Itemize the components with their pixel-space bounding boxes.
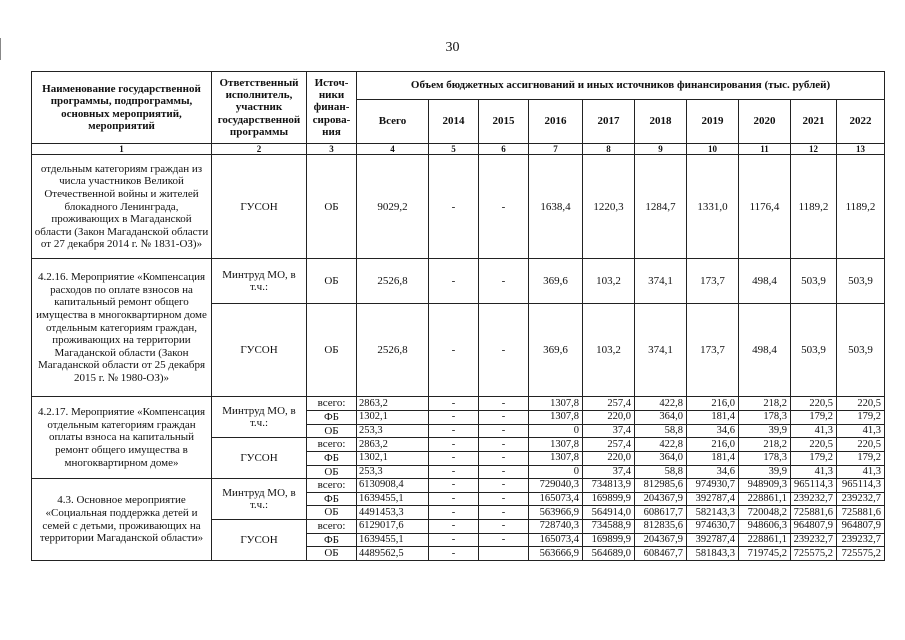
value-cell: 181,4 [687, 410, 739, 424]
header-year: 2022 [837, 100, 885, 144]
value-cell: - [429, 410, 479, 424]
value-cell: - [429, 424, 479, 438]
value-cell: 169899,9 [583, 492, 635, 506]
column-number-row [32, 144, 885, 155]
column-number: 12 [791, 144, 837, 155]
value-cell: 1302,1 [357, 451, 429, 465]
executor-cell: Минтруд МО, в т.ч.: [212, 479, 307, 520]
value-cell: 41,3 [837, 424, 885, 438]
value-cell: - [479, 451, 529, 465]
value-cell: 6129017,6 [357, 520, 429, 534]
source-cell: ОБ [307, 304, 357, 397]
value-cell: 563666,9 [529, 547, 583, 561]
value-cell: - [479, 492, 529, 506]
item-name: 4.2.17. Мероприятие «Компенсация отдельным категориям граждан оплаты взноса на капитальный ремонт общего имущества в многоквартирном доме» [32, 397, 212, 479]
value-cell: 608617,7 [635, 506, 687, 520]
value-cell: 812985,6 [635, 479, 687, 493]
value-cell: 257,4 [583, 397, 635, 411]
value-cell: 0 [529, 465, 583, 479]
value-cell: 216,0 [687, 438, 739, 452]
value-cell: - [429, 304, 479, 397]
value-cell: 239232,7 [837, 533, 885, 547]
item-name: отдельным категориям граждан из числа участников Великой Отечественной войны и жителей блокадного Ленинграда, проживающих в Магаданской области (Закон Магаданской области от 27 декабря 2014 г. № 1831-ОЗ)» [32, 155, 212, 259]
header-year: 2021 [791, 100, 837, 144]
item-name: 4.3. Основное мероприятие «Социальная поддержка детей и семей с детьми, проживающих на территории Магаданской области» [32, 479, 212, 561]
value-cell: 1307,8 [529, 451, 583, 465]
column-number: 10 [687, 144, 739, 155]
value-cell: 719745,2 [739, 547, 791, 561]
value-cell: 204367,9 [635, 533, 687, 547]
value-cell: 178,3 [739, 410, 791, 424]
source-cell: ОБ [307, 155, 357, 259]
value-cell: - [479, 424, 529, 438]
value-cell: 2863,2 [357, 438, 429, 452]
value-cell: 725575,2 [791, 547, 837, 561]
value-cell: 608467,7 [635, 547, 687, 561]
value-cell: - [429, 533, 479, 547]
executor-cell: ГУСОН [212, 520, 307, 561]
value-cell: 253,3 [357, 424, 429, 438]
header-funding: Объем бюджетных ассигнований и иных источников финансирования (тыс. рублей) [357, 72, 885, 100]
header-name: Наименование государственной программы, подпрограммы, основных мероприятий, мероприятий [32, 72, 212, 144]
value-cell: 720048,2 [739, 506, 791, 520]
value-cell: 1189,2 [791, 155, 837, 259]
column-number: 3 [307, 144, 357, 155]
value-cell [479, 547, 529, 561]
value-cell: - [429, 259, 479, 304]
value-cell: 34,6 [687, 465, 739, 479]
value-cell: 974630,7 [687, 520, 739, 534]
source-cell: всего: [307, 479, 357, 493]
value-cell: 239232,7 [791, 533, 837, 547]
value-cell: 41,3 [791, 424, 837, 438]
column-number: 6 [479, 144, 529, 155]
value-cell: 9029,2 [357, 155, 429, 259]
value-cell: 220,5 [791, 397, 837, 411]
value-cell: 173,7 [687, 259, 739, 304]
header-year: Всего [357, 100, 429, 144]
value-cell: 582143,3 [687, 506, 739, 520]
value-cell: - [479, 520, 529, 534]
value-cell: 218,2 [739, 438, 791, 452]
value-cell: 204367,9 [635, 492, 687, 506]
value-cell: 734813,9 [583, 479, 635, 493]
value-cell: - [479, 155, 529, 259]
value-cell: 564689,0 [583, 547, 635, 561]
value-cell: 34,6 [687, 424, 739, 438]
value-cell: 564914,0 [583, 506, 635, 520]
column-number: 7 [529, 144, 583, 155]
value-cell: 179,2 [791, 451, 837, 465]
value-cell: 422,8 [635, 438, 687, 452]
column-number: 4 [357, 144, 429, 155]
value-cell: - [479, 506, 529, 520]
value-cell: 165073,4 [529, 533, 583, 547]
value-cell: 503,9 [791, 304, 837, 397]
value-cell: - [429, 492, 479, 506]
value-cell: 179,2 [837, 451, 885, 465]
source-cell: всего: [307, 438, 357, 452]
value-cell: 239232,7 [837, 492, 885, 506]
value-cell: - [429, 438, 479, 452]
value-cell: 2526,8 [357, 259, 429, 304]
source-cell: ОБ [307, 465, 357, 479]
budget-table [31, 71, 885, 561]
value-cell: 374,1 [635, 259, 687, 304]
value-cell: 216,0 [687, 397, 739, 411]
value-cell: 4491453,3 [357, 506, 429, 520]
value-cell: 364,0 [635, 451, 687, 465]
value-cell: 1189,2 [837, 155, 885, 259]
value-cell: - [479, 304, 529, 397]
value-cell: 422,8 [635, 397, 687, 411]
value-cell: 2526,8 [357, 304, 429, 397]
value-cell: 58,8 [635, 424, 687, 438]
value-cell: 37,4 [583, 424, 635, 438]
value-cell: 503,9 [837, 304, 885, 397]
value-cell: 41,3 [791, 465, 837, 479]
value-cell: - [479, 410, 529, 424]
page-number: 30 [445, 40, 460, 55]
column-number: 1 [32, 144, 212, 155]
source-cell: всего: [307, 520, 357, 534]
source-cell: всего: [307, 397, 357, 411]
value-cell: - [429, 397, 479, 411]
value-cell: 948909,3 [739, 479, 791, 493]
value-cell: - [429, 155, 479, 259]
header-executor: Ответственный исполнитель, участник государственной программы [212, 72, 307, 144]
value-cell: 181,4 [687, 451, 739, 465]
value-cell: 369,6 [529, 304, 583, 397]
header-year: 2018 [635, 100, 687, 144]
value-cell: 1331,0 [687, 155, 739, 259]
value-cell: 563966,9 [529, 506, 583, 520]
value-cell: 220,5 [791, 438, 837, 452]
value-cell: 725881,6 [791, 506, 837, 520]
header-year: 2016 [529, 100, 583, 144]
value-cell: 725575,2 [837, 547, 885, 561]
value-cell: 4489562,5 [357, 547, 429, 561]
value-cell: 103,2 [583, 259, 635, 304]
source-cell: ОБ [307, 506, 357, 520]
value-cell: 178,3 [739, 451, 791, 465]
value-cell: 948606,3 [739, 520, 791, 534]
value-cell: 498,4 [739, 259, 791, 304]
value-cell: 503,9 [791, 259, 837, 304]
header-year: 2019 [687, 100, 739, 144]
value-cell: - [479, 479, 529, 493]
value-cell: - [479, 533, 529, 547]
value-cell: 179,2 [837, 410, 885, 424]
value-cell: 964807,9 [791, 520, 837, 534]
value-cell: 220,0 [583, 410, 635, 424]
value-cell: - [479, 465, 529, 479]
value-cell: 39,9 [739, 465, 791, 479]
value-cell: 965114,3 [791, 479, 837, 493]
value-cell: 228861,1 [739, 533, 791, 547]
executor-cell: ГУСОН [212, 304, 307, 397]
table-row [32, 259, 885, 304]
value-cell: 218,2 [739, 397, 791, 411]
value-cell: 965114,3 [837, 479, 885, 493]
value-cell: 974930,7 [687, 479, 739, 493]
value-cell: 1307,8 [529, 438, 583, 452]
column-number: 2 [212, 144, 307, 155]
source-cell: ФБ [307, 451, 357, 465]
header-year: 2014 [429, 100, 479, 144]
table-row [32, 397, 885, 411]
source-cell: ФБ [307, 533, 357, 547]
value-cell: 1307,8 [529, 397, 583, 411]
value-cell: 1639455,1 [357, 533, 429, 547]
column-number: 11 [739, 144, 791, 155]
value-cell: 169899,9 [583, 533, 635, 547]
value-cell: 165073,4 [529, 492, 583, 506]
value-cell: - [429, 451, 479, 465]
table-row [32, 155, 885, 259]
value-cell: 1302,1 [357, 410, 429, 424]
value-cell: 173,7 [687, 304, 739, 397]
value-cell: 374,1 [635, 304, 687, 397]
value-cell: 2863,2 [357, 397, 429, 411]
column-number: 8 [583, 144, 635, 155]
value-cell: 58,8 [635, 465, 687, 479]
value-cell: - [479, 259, 529, 304]
value-cell: 179,2 [791, 410, 837, 424]
value-cell: 729040,3 [529, 479, 583, 493]
value-cell: 39,9 [739, 424, 791, 438]
header-year: 2017 [583, 100, 635, 144]
value-cell: 725881,6 [837, 506, 885, 520]
value-cell: 1284,7 [635, 155, 687, 259]
column-number: 5 [429, 144, 479, 155]
value-cell: - [429, 547, 479, 561]
header-year: 2015 [479, 100, 529, 144]
value-cell: - [479, 397, 529, 411]
value-cell: 392787,4 [687, 492, 739, 506]
value-cell: 103,2 [583, 304, 635, 397]
value-cell: - [429, 479, 479, 493]
header-year: 2020 [739, 100, 791, 144]
value-cell: 964807,9 [837, 520, 885, 534]
value-cell: - [479, 438, 529, 452]
column-number: 13 [837, 144, 885, 155]
value-cell: 1220,3 [583, 155, 635, 259]
source-cell: ОБ [307, 424, 357, 438]
value-cell: 498,4 [739, 304, 791, 397]
executor-cell: Минтруд МО, в т.ч.: [212, 397, 307, 438]
value-cell: - [429, 465, 479, 479]
value-cell: 1176,4 [739, 155, 791, 259]
value-cell: 6130908,4 [357, 479, 429, 493]
executor-cell: ГУСОН [212, 438, 307, 479]
value-cell: 220,5 [837, 397, 885, 411]
value-cell: 812835,6 [635, 520, 687, 534]
value-cell: 728740,3 [529, 520, 583, 534]
value-cell: 1638,4 [529, 155, 583, 259]
item-name: 4.2.16. Мероприятие «Компенсация расходов по оплате взносов на капитальный ремонт общего имущества в многоквартирном доме отдельным категориям граждан, проживающих на территории Магаданской области (Закон Магаданской области от 25 декабря 2015 г. № 1980-ОЗ)» [32, 259, 212, 397]
value-cell: 369,6 [529, 259, 583, 304]
source-cell: ФБ [307, 410, 357, 424]
executor-cell: Минтруд МО, в т.ч.: [212, 259, 307, 304]
value-cell: 220,5 [837, 438, 885, 452]
value-cell: 239232,7 [791, 492, 837, 506]
value-cell: 392787,4 [687, 533, 739, 547]
source-cell: ОБ [307, 547, 357, 561]
value-cell: 1307,8 [529, 410, 583, 424]
value-cell: 257,4 [583, 438, 635, 452]
value-cell: 228861,1 [739, 492, 791, 506]
value-cell: 581843,3 [687, 547, 739, 561]
source-cell: ФБ [307, 492, 357, 506]
value-cell: 503,9 [837, 259, 885, 304]
value-cell: 37,4 [583, 465, 635, 479]
value-cell: - [429, 506, 479, 520]
value-cell: 0 [529, 424, 583, 438]
executor-cell: ГУСОН [212, 155, 307, 259]
value-cell: 734588,9 [583, 520, 635, 534]
value-cell: 41,3 [837, 465, 885, 479]
header-source: Источ-ники финан-сирова-ния [307, 72, 357, 144]
value-cell: 253,3 [357, 465, 429, 479]
value-cell: 364,0 [635, 410, 687, 424]
table-row [32, 479, 885, 493]
column-number: 9 [635, 144, 687, 155]
value-cell: 1639455,1 [357, 492, 429, 506]
value-cell: - [429, 520, 479, 534]
source-cell: ОБ [307, 259, 357, 304]
value-cell: 220,0 [583, 451, 635, 465]
